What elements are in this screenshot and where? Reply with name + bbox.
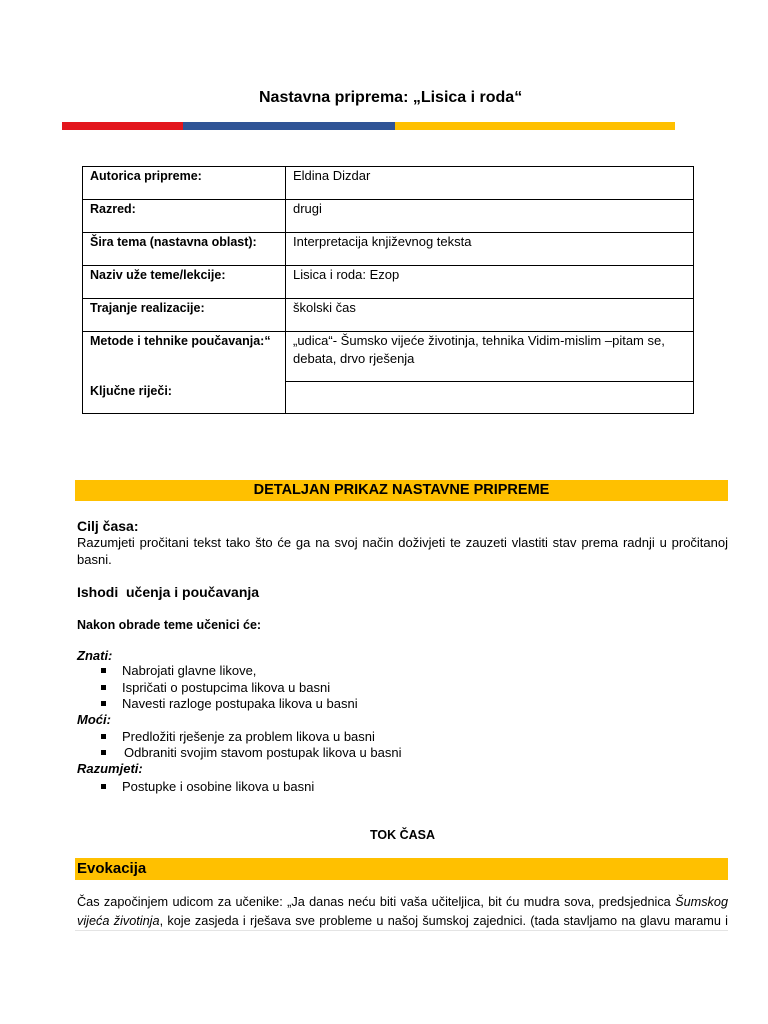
outcome-group-label: Moći: (77, 712, 111, 727)
outcomes-title: Ishodi učenja i poučavanja (77, 584, 260, 600)
detail-section-heading: DETALJAN PRIKAZ NASTAVNE PRIPREME (75, 480, 728, 501)
list-item-text: Odbraniti svojim stavom postupak likova u basni (124, 745, 402, 760)
row-label: Trajanje realizacije: (83, 299, 286, 332)
title-stripe-yellow (395, 122, 675, 130)
list-item-text: Postupke i osobine likova u basni (122, 779, 315, 794)
row-value: Lisica i roda: Ezop (286, 266, 694, 299)
outcome-group-label: Znati: (77, 648, 113, 663)
table-row (83, 266, 694, 299)
goal-text-line: Razumjeti pročitani tekst tako što će ga na svoj način doživjeti te zauzeti vlastiti stav prema radnji u pročitanoj (77, 535, 728, 550)
row-label: Ključne riječi: (83, 382, 286, 414)
evocation-text-italic: vijeća životinja (77, 914, 160, 928)
row-value: školski čas (286, 299, 694, 332)
list-item (101, 695, 721, 712)
table-row (83, 299, 694, 332)
table-row (83, 200, 694, 233)
title-stripe-blue (183, 122, 395, 130)
evocation-text-line (77, 893, 728, 911)
row-value: drugi (286, 200, 694, 233)
list-item-text: Ispričati o postupcima likova u basni (122, 680, 331, 695)
row-value: Interpretacija književnog teksta (286, 233, 694, 266)
evocation-text: Čas započinjem udicom za učenike: „Ja danas neću biti vaša učiteljica, bit ću mudra sova, predsjednica (77, 895, 671, 909)
list-item-text: Navesti razloge postupaka likova u basni (122, 696, 358, 711)
lesson-flow-title: TOK ČASA (370, 828, 436, 842)
document-title: Nastavna priprema: „Lisica i roda“ (259, 89, 523, 106)
outcomes-intro: Nakon obrade teme učenici će: (77, 618, 262, 632)
table-row (83, 332, 694, 382)
evocation-text-line (77, 912, 728, 930)
row-value: Eldina Dizdar (286, 167, 694, 200)
list-item-text: Nabrojati glavne likove, (122, 663, 257, 678)
square-bullet-icon (101, 701, 106, 706)
page-edge-divider (75, 930, 728, 931)
square-bullet-icon (101, 685, 106, 690)
square-bullet-icon (101, 734, 106, 739)
row-value-empty (286, 382, 694, 414)
row-value: „udica“- Šumsko vijeće životinja, tehnika Vidim-mislim –pitam se, debata, drvo rješenja (286, 332, 694, 382)
row-label: Metode i tehnike poučavanja:“ (83, 332, 286, 382)
list-item (101, 662, 721, 679)
outcome-group-label: Razumjeti: (77, 761, 143, 776)
table-row (83, 167, 694, 200)
row-label: Autorica pripreme: (83, 167, 286, 200)
list-item (101, 728, 721, 745)
evocation-text: , koje zasjeda i rješava sve probleme u našoj šumskoj zajednici. (tada stavljamo na glavu maramu i (159, 914, 728, 928)
list-item (101, 778, 721, 795)
row-label: Razred: (83, 200, 286, 233)
list-item (101, 744, 721, 761)
list-item-text: Predložiti rješenje za problem likova u basni (122, 729, 375, 744)
goal-text-line: basni. (77, 552, 112, 567)
goal-label: Cilj časa: (77, 518, 139, 534)
lesson-info-table (82, 166, 694, 414)
evocation-text-italic: Šumskog (675, 895, 728, 909)
table-row (83, 233, 694, 266)
row-label: Šira tema (nastavna oblast): (83, 233, 286, 266)
evocation-heading: Evokacija (75, 858, 728, 880)
square-bullet-icon (101, 668, 106, 673)
table-row (83, 382, 694, 414)
square-bullet-icon (101, 750, 106, 755)
square-bullet-icon (101, 784, 106, 789)
row-label: Naziv uže teme/lekcije: (83, 266, 286, 299)
list-item (101, 679, 721, 696)
title-stripe-red (62, 122, 183, 130)
